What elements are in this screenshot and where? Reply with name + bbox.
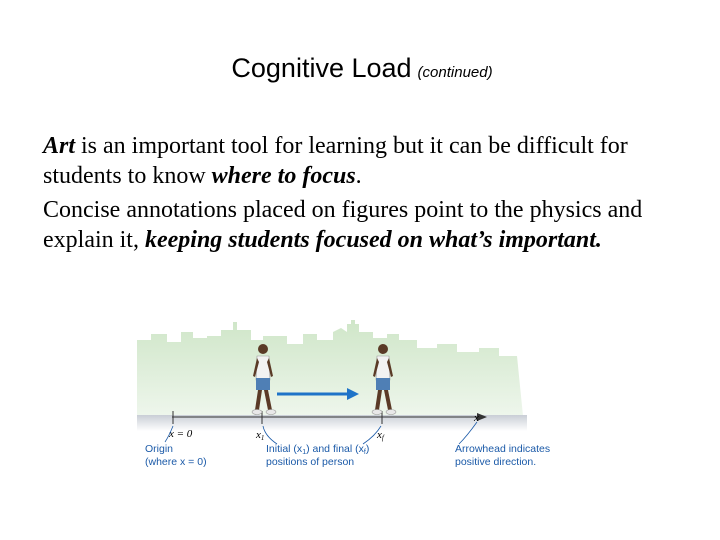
arrowhead-annotation-line1: Arrowhead indicates	[455, 443, 551, 455]
x-axis-label: x	[474, 412, 479, 424]
paragraph-art-end: .	[355, 163, 362, 189]
slide-title	[0, 50, 720, 91]
keeping-focused: keeping students focused on what’s important.	[144, 227, 602, 253]
physics-figure	[137, 318, 551, 478]
origin-annotation-line1: Origin	[145, 443, 174, 455]
paragraph-art-text: is an important tool for learning but it can be difficult for students to know	[43, 133, 628, 189]
art-word: Art	[43, 133, 76, 159]
figure-svg	[137, 318, 551, 478]
skyline	[137, 320, 523, 416]
title-main: Cognitive Load	[231, 53, 412, 83]
origin-annotation-line2: (where x = 0)	[145, 456, 207, 468]
paragraph-annotations-text: Concise annotations placed on figures point to the physics and explain it,	[43, 197, 643, 253]
slide-body	[43, 131, 693, 259]
paragraph-art	[43, 131, 693, 191]
positions-annotation-line2: positions of person	[266, 456, 355, 468]
where-to-focus: where to focus	[211, 163, 356, 189]
title-suffix: (continued)	[417, 64, 493, 81]
origin-tick-label: x = 0	[169, 428, 193, 440]
x1-tick-label: x1	[256, 429, 265, 442]
positions-annotation-line1: Initial (x1) and final (xf)	[266, 443, 370, 456]
xf-tick-label: xf	[377, 429, 384, 442]
paragraph-annotations	[43, 195, 693, 255]
arrowhead-annotation-line2: positive direction.	[455, 456, 537, 468]
